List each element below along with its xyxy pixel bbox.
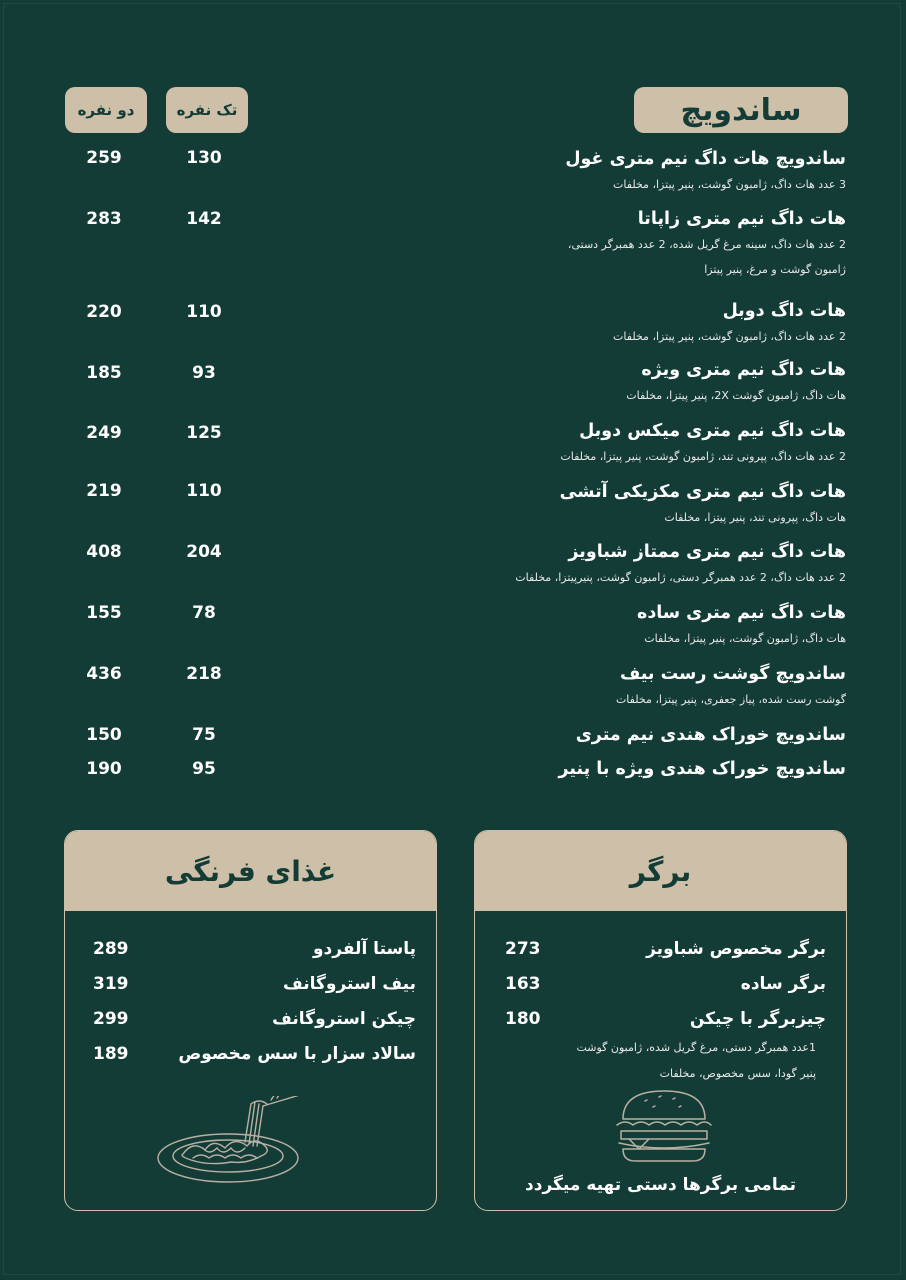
burger-item-name: برگر مخصوص شباویز [646,939,826,959]
burger-item-price: 163 [505,974,541,994]
price-single: 93 [192,363,216,383]
item-name: هات داگ نیم متری زاپاتا [637,209,846,229]
brand-name: شباویز [568,542,628,562]
burger-item-price: 180 [505,1009,541,1029]
menu-item [576,725,846,745]
price-single: 142 [186,209,222,229]
western-item-price: 289 [93,939,129,959]
western-item-name: پاستا آلفردو [312,939,416,959]
burger-icon [609,1085,719,1165]
item-name: ساندویچ هات داگ نیم متری غول [565,149,846,169]
burger-note: تمامی برگرها دستی تهیه میگردد [525,1175,796,1195]
item-desc: هات داگ، پپرونی تند، پنیر پیتزا، مخلفات [664,511,846,524]
single-column-header: تک نفره [166,87,248,133]
item-desc: هات داگ، ژامبون گوشت 2X، پنیر پیتزا، مخلفات [626,389,846,402]
menu-item [568,209,846,282]
price-double: 155 [86,603,122,623]
menu-item [560,482,846,530]
item-desc: هات داگ، ژامبون گوشت، پنیر پیتزا، مخلفات [644,632,846,645]
item-name: ساندویچ خوراک هندی ویژه با پنیر [558,759,846,779]
burger-box [474,830,847,1211]
western-section-title: غذای فرنگی [65,831,436,911]
burger-desc-line: پنیر گودا، سس مخصوص، مخلفات [659,1067,816,1080]
burger-desc-line: 1عدد همبرگر دستی، مرغ گریل شده، ژامبون گوشت [576,1041,816,1054]
price-single: 110 [186,302,222,322]
western-item-price: 189 [93,1044,129,1064]
western-item-price: 319 [93,974,129,994]
item-name: هات داگ نیم متری ممتاز [633,542,846,562]
western-item-name: بیف استروگانف [282,974,416,994]
pasta-icon [153,1096,323,1191]
price-single: 204 [186,542,222,562]
item-name: هات داگ نیم متری مکزیکی آتشی [559,482,846,502]
price-double: 408 [86,542,122,562]
burger-section-title: برگر [475,831,846,911]
item-name: هات داگ نیم متری ویژه [641,360,846,380]
item-desc: ژامبون گوشت و مرغ، پنیر پیتزا [704,263,846,276]
price-double: 436 [86,664,122,684]
price-double: 259 [86,148,122,168]
price-double: 249 [86,423,122,443]
menu-item [565,149,846,197]
burger-item-name: چیزبرگر با چیکن [689,1009,826,1029]
price-single: 75 [192,725,216,745]
western-food-box [64,830,437,1211]
double-column-header: دو نفره [65,87,147,133]
item-name: هات داگ نیم متری میکس دوبل [579,421,846,441]
price-double: 150 [86,725,122,745]
burger-item-name: برگر ساده [740,974,826,994]
item-desc: 2 عدد هات داگ، 2 عدد همبرگر دستی، ژامبون گوشت، پنیرپیتزا، مخلفات [515,571,846,584]
western-item-name: سالاد سزار با سس مخصوص [178,1044,416,1064]
western-item-name: چیکن استروگانف [272,1009,416,1029]
price-single: 95 [192,759,216,779]
item-desc: گوشت رست شده، پیاز جعفری، پنیر پیتزا، مخلفات [615,693,846,706]
item-desc: 2 عدد هات داگ، پپرونی تند، ژامبون گوشت، پنیر پیتزا، مخلفات [560,450,846,463]
price-double: 283 [86,209,122,229]
item-desc: 2 عدد هات داگ، سینه مرغ گریل شده، 2 عدد همبرگر دستی، [567,238,846,251]
burger-desc [576,1035,816,1087]
menu-item [637,603,846,651]
price-double: 220 [86,302,122,322]
item-name: هات داگ نیم متری ساده [637,603,846,623]
price-double: 190 [86,759,122,779]
menu-item [613,301,846,349]
price-single: 125 [186,423,222,443]
menu-item [626,360,846,408]
price-single: 78 [192,603,216,623]
item-name: ساندویچ گوشت رست بیف [619,664,846,684]
price-double: 185 [86,363,122,383]
price-single: 218 [186,664,222,684]
item-name: ساندویچ خوراک هندی نیم متری [575,725,846,745]
price-double: 219 [86,481,122,501]
menu-item [616,664,846,712]
menu-item [560,421,846,469]
item-desc: 2 عدد هات داگ، ژامبون گوشت، پنیر پیتزا، مخلفات [613,330,846,343]
item-desc: 3 عدد هات داگ، ژامبون گوشت، پنیر پیتزا، مخلفات [613,178,846,191]
menu-item [515,542,846,590]
menu-item [558,759,846,779]
burger-item-price: 273 [505,939,541,959]
sandwich-section-title: ساندویچ [634,87,848,133]
price-single: 130 [186,148,222,168]
price-single: 110 [186,481,222,501]
western-item-price: 299 [93,1009,129,1029]
item-name: هات داگ دوبل [722,301,846,321]
